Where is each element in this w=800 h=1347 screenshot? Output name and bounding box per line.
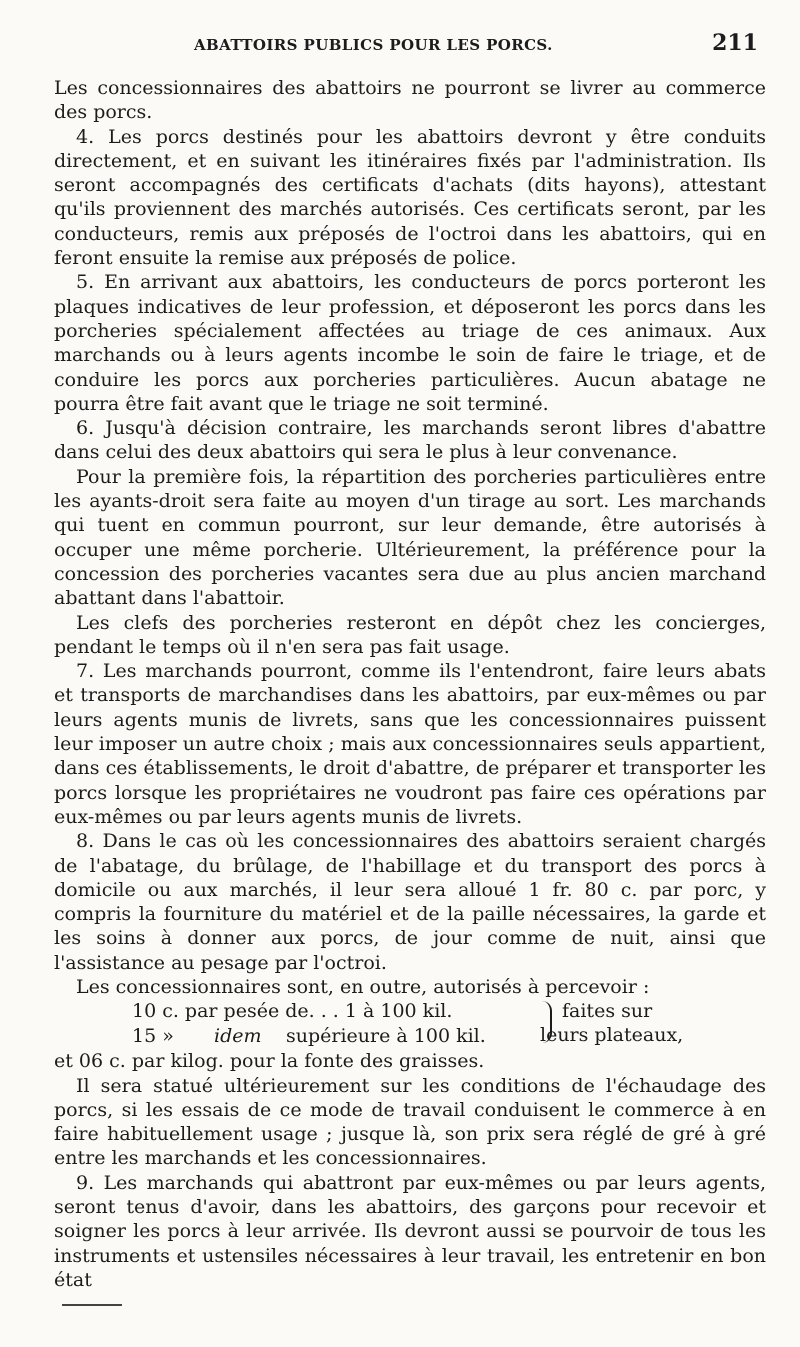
paragraph-article-7: 7. Les marchands pourront, comme ils l'entendront, faire leurs abats et transports de marchandises dans les abattoirs, par eux-mêmes ou par leurs agents munis de livrets, sans que les concessionnaires puissent leur imposer un autre choix ; mais aux concessionnaires seuls appartient, dans ces établissements, le droit d'abattre, de préparer et transporter les porcs lorsque les propriétaires ne voudront pas faire ces opérations par eux-mêmes ou par leurs agents munis de livrets. (54, 660, 766, 828)
paragraph: et 06 c. par kilog. pour la fonte des graisses. (54, 1050, 485, 1073)
paragraph: Les concessionnaires des abattoirs ne pourront se livrer au commerce des porcs. (54, 77, 766, 124)
body-text (54, 76, 766, 1292)
tariff-table (54, 999, 766, 1049)
tariff-row (54, 999, 766, 1023)
page-header (60, 30, 762, 66)
paragraph: Les concessionnaires sont, en outre, autorisés à percevoir : (76, 975, 650, 998)
paragraph-article-8: 8. Dans le cas où les concessionnaires des abattoirs seraient chargés de l'abatage, du brûlage, de l'habillage et du transport des porcs à domicile ou aux marchés, il leur sera alloué 1 fr. 80 c. par porc, y compris la fourniture du matériel et de la paille nécessaires, la garde et les soins à donner aux porcs, de jour comme de nuit, ainsi que l'assistance au pesage par l'octroi. (54, 830, 766, 974)
paragraph-article-4: 4. Les porcs destinés pour les abattoirs devront y être conduits directement, et en suivant les itinéraires fixés par l'administration. Ils seront accompagnés des certificats d'achats (dits hayons), attestant qu'ils proviennent des marchés autorisés. Ces certificats seront, par les conducteurs, remis aux préposés de l'octroi dans les abattoirs, qui en feront ensuite la remise aux préposés de police. (54, 125, 766, 270)
running-head: ABATTOIRS PUBLICS POUR LES PORCS. (194, 36, 553, 54)
paragraph-article-5: 5. En arrivant aux abattoirs, les conducteurs de porcs porteront les plaques indicatives de leur profession, et déposeront les porcs dans les porcheries spécialement affectées au triage de ces animaux. Aux marchands ou à leurs agents incombe le soin de faire le triage, et de conduire les porcs aux porcheries particulières. Aucun abatage ne pourra être fait avant que le triage ne soit terminé. (54, 271, 766, 415)
page-number: 211 (712, 30, 758, 56)
paragraph: Pour la première fois, la répartition des porcheries particulières entre les ayants-droit sera faite au moyen d'un tirage au sort. Les marchands qui tuent en commun pourront, sur leur demande, être autorisés à occuper une même porcherie. Ultérieurement, la préférence pour la concession des porcheries vacantes sera due au plus ancien marchand abattant dans l'abattoir. (54, 465, 766, 610)
paragraph-article-6: 6. Jusqu'à décision contraire, les marchands seront libres d'abattre dans celui des deux abattoirs qui sera le plus à leur convenance. (54, 417, 766, 464)
brace-label: leurs plateaux, (540, 1024, 684, 1047)
tariff-condition: supérieure à 100 kil. (286, 1024, 486, 1047)
footer-rule (62, 1304, 122, 1306)
tariff-amount: 15 » (132, 1024, 174, 1047)
tariff-amount: 10 c. par pesée de. . . 1 à 100 kil. (132, 1000, 453, 1023)
tariff-idem: idem (214, 1024, 262, 1047)
paragraph: Les clefs des porcheries resteront en dépôt chez les concierges, pendant le temps où il n'en sera pas fait usage. (54, 611, 766, 658)
brace-label: faites sur (562, 1000, 653, 1023)
paragraph: Il sera statué ultérieurement sur les conditions de l'échaudage des porcs, si les essais de ce mode de travail conduisent le commerce à en faire habituellement usage ; jusque là, son prix sera réglé de gré à gré entre les marchands et les concessionnaires. (54, 1074, 766, 1170)
paragraph-article-9: 9. Les marchands qui abattront par eux-mêmes ou par leurs agents, seront tenus d'avoir, dans les abattoirs, des garçons pour recevoir et soigner les porcs à leur arrivée. Ils devront aussi se pourvoir de tous les instruments et ustensiles nécessaires à leur travail, les entretenir en bon état (54, 1171, 766, 1291)
